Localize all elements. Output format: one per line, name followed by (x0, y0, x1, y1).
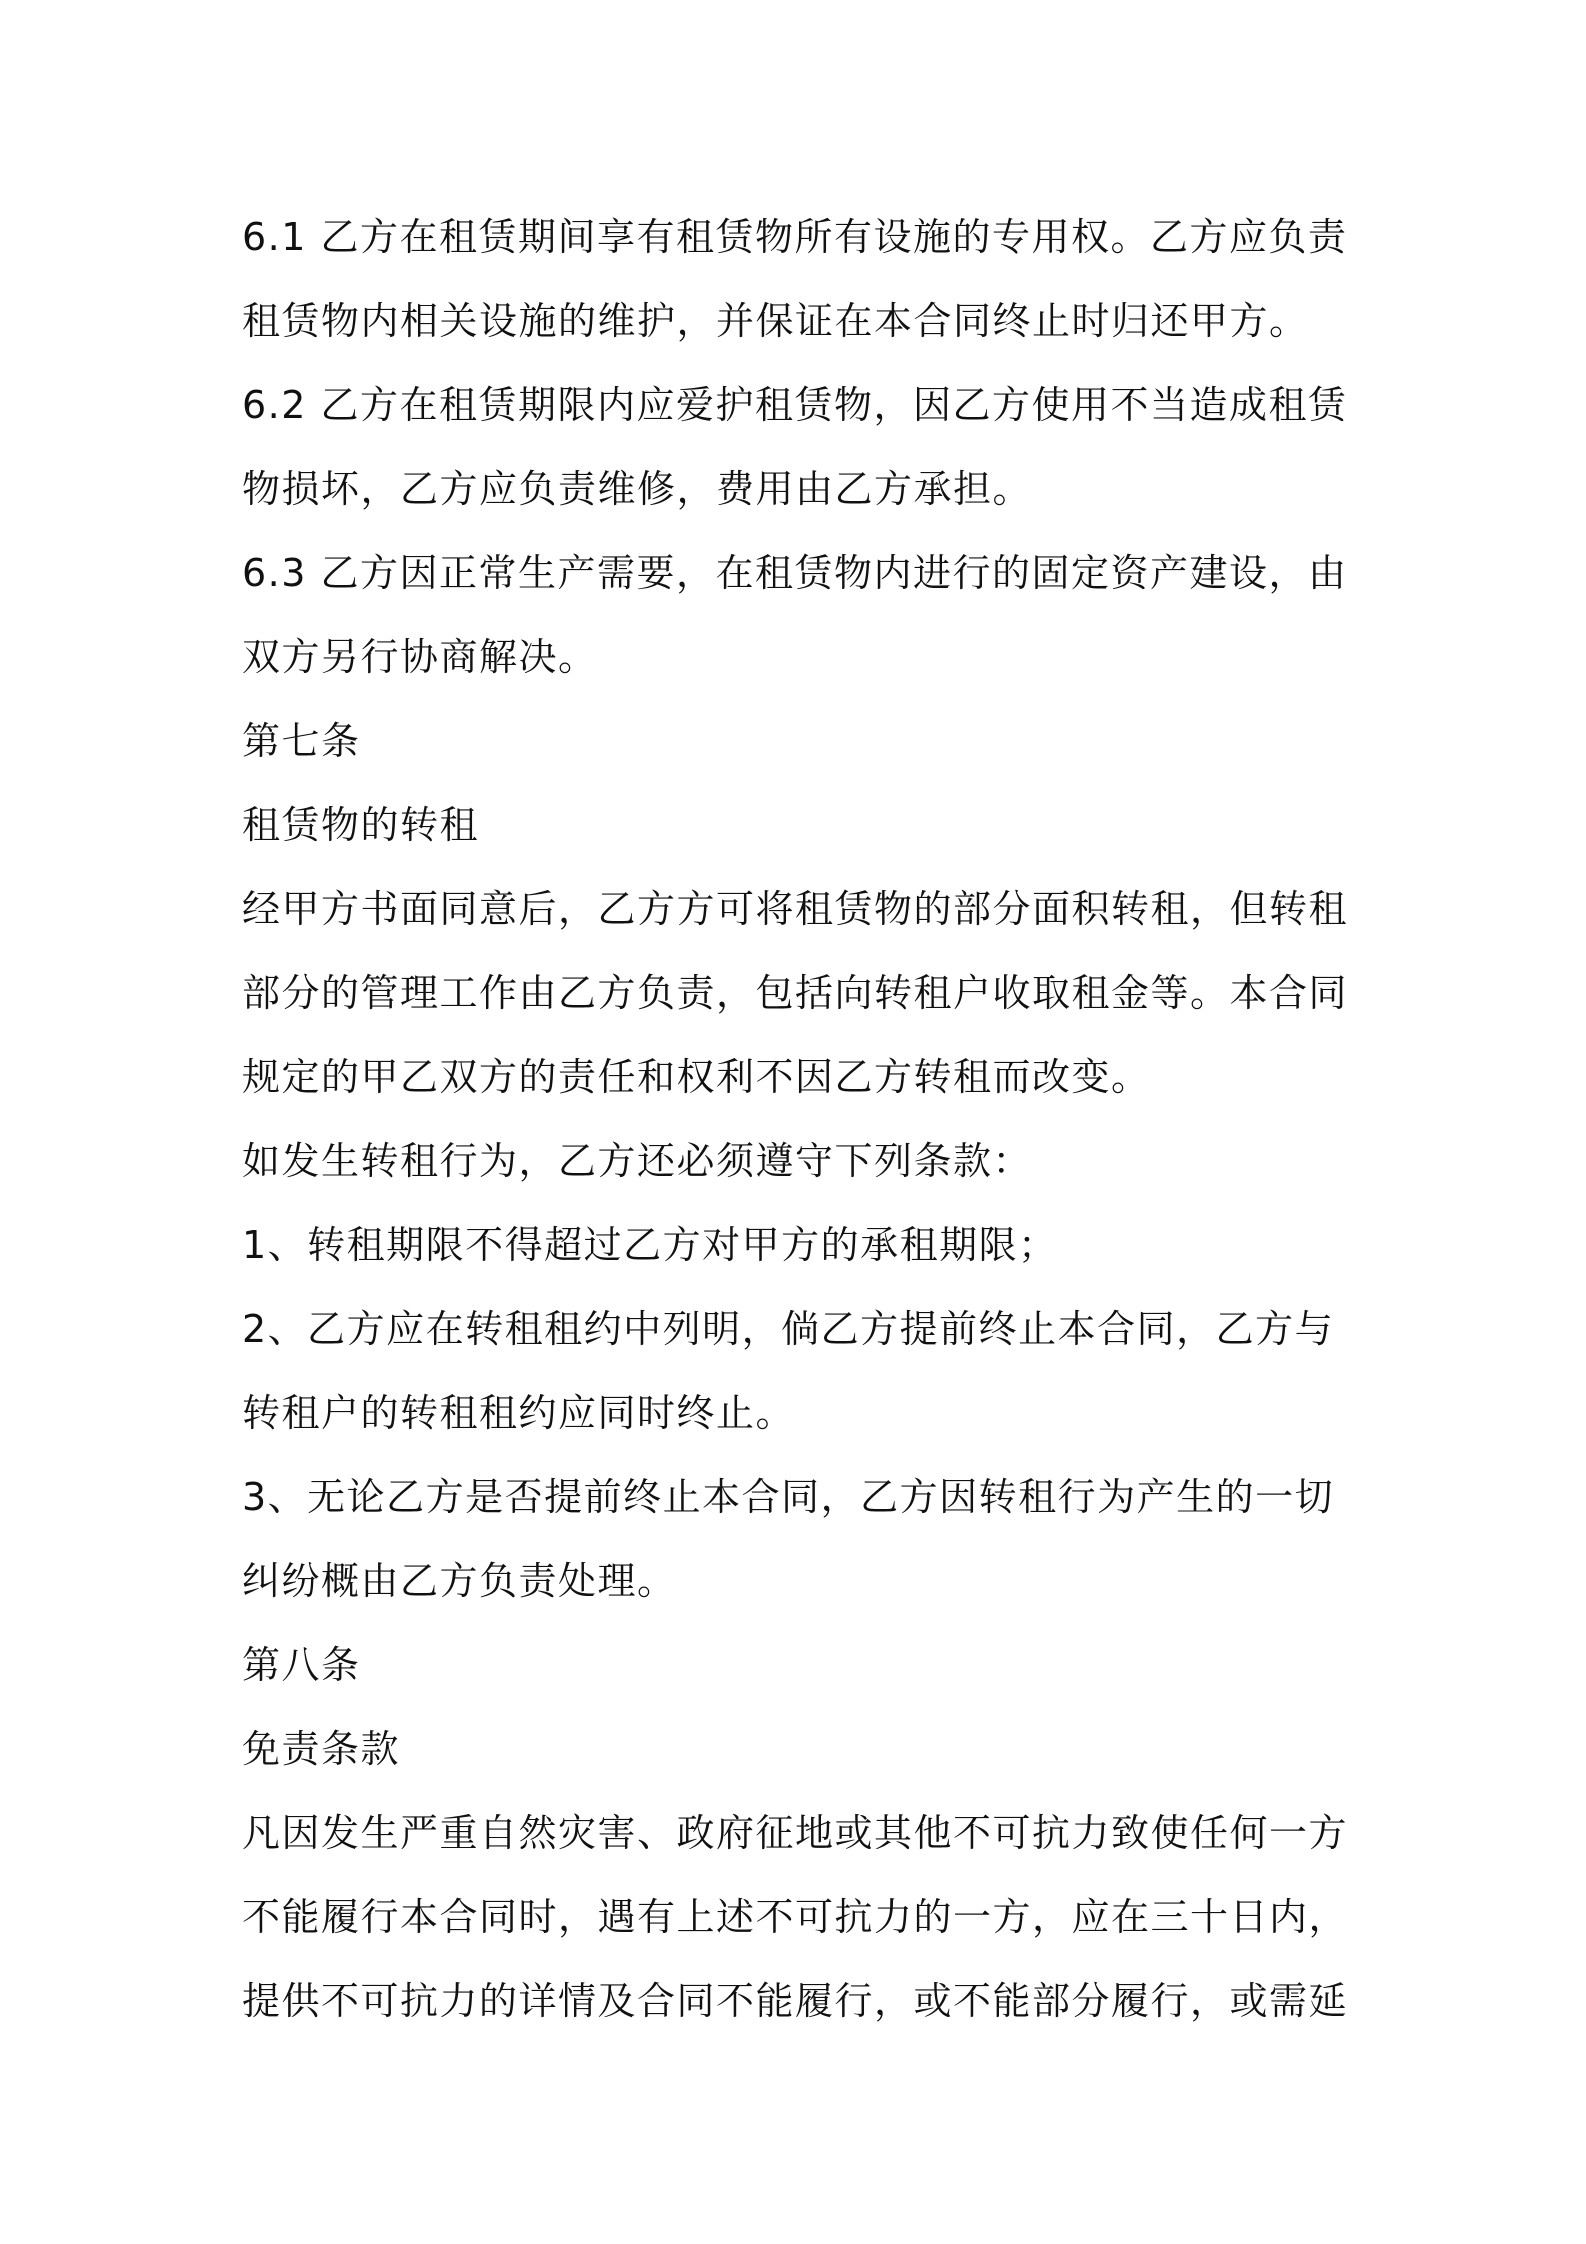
article-7-title: 租赁物的转租 (242, 803, 480, 847)
article-7-para-line-2: 部分的管理工作由乙方负责，包括向转租户收取租金等。本合同 (242, 971, 1349, 1015)
article-8-para-line-1: 凡因发生严重自然灾害、政府征地或其他不可抗力致使任何一方 (242, 1811, 1349, 1855)
article-7-para-line-3: 规定的甲乙双方的责任和权利不因乙方转租而改变。 (242, 1055, 1151, 1099)
article-7-item-2-line-1: 2、乙方应在转租租约中列明，倘乙方提前终止本合同，乙方与 (242, 1307, 1335, 1351)
clause-6-3-line-1: 6.3 乙方因正常生产需要，在租赁物内进行的固定资产建设，由 (242, 551, 1348, 595)
clause-6-2-line-2: 物损坏，乙方应负责维修，费用由乙方承担。 (242, 467, 1033, 511)
article-7-conditions-intro: 如发生转租行为，乙方还必须遵守下列条款： (242, 1139, 1033, 1183)
clause-6-1-line-1: 6.1 乙方在租赁期间享有租赁物所有设施的专用权。乙方应负责 (242, 215, 1348, 259)
article-7-item-2-line-2: 转租户的转租租约应同时终止。 (242, 1391, 796, 1435)
article-8-para-line-2: 不能履行本合同时，遇有上述不可抗力的一方，应在三十日内， (242, 1895, 1349, 1939)
clause-6-1-line-2: 租赁物内相关设施的维护，并保证在本合同终止时归还甲方。 (242, 299, 1309, 343)
clause-6-2-line-1: 6.2 乙方在租赁期限内应爱护租赁物，因乙方使用不当造成租赁 (242, 383, 1348, 427)
article-7-item-3-line-1: 3、无论乙方是否提前终止本合同，乙方因转租行为产生的一切 (242, 1475, 1335, 1519)
article-7-item-3-line-2: 纠纷概由乙方负责处理。 (242, 1559, 677, 1603)
article-7-heading: 第七条 (242, 719, 361, 763)
article-8-title: 免责条款 (242, 1727, 401, 1771)
article-7-para-line-1: 经甲方书面同意后，乙方方可将租赁物的部分面积转租，但转租 (242, 887, 1349, 931)
article-7-item-1: 1、转租期限不得超过乙方对甲方的承租期限； (242, 1223, 1058, 1267)
article-8-para-line-3: 提供不可抗力的详情及合同不能履行，或不能部分履行，或需延 (242, 1979, 1349, 2023)
article-8-heading: 第八条 (242, 1643, 361, 1687)
clause-6-3-line-2: 双方另行协商解决。 (242, 635, 598, 679)
document-body (242, 195, 1362, 2043)
